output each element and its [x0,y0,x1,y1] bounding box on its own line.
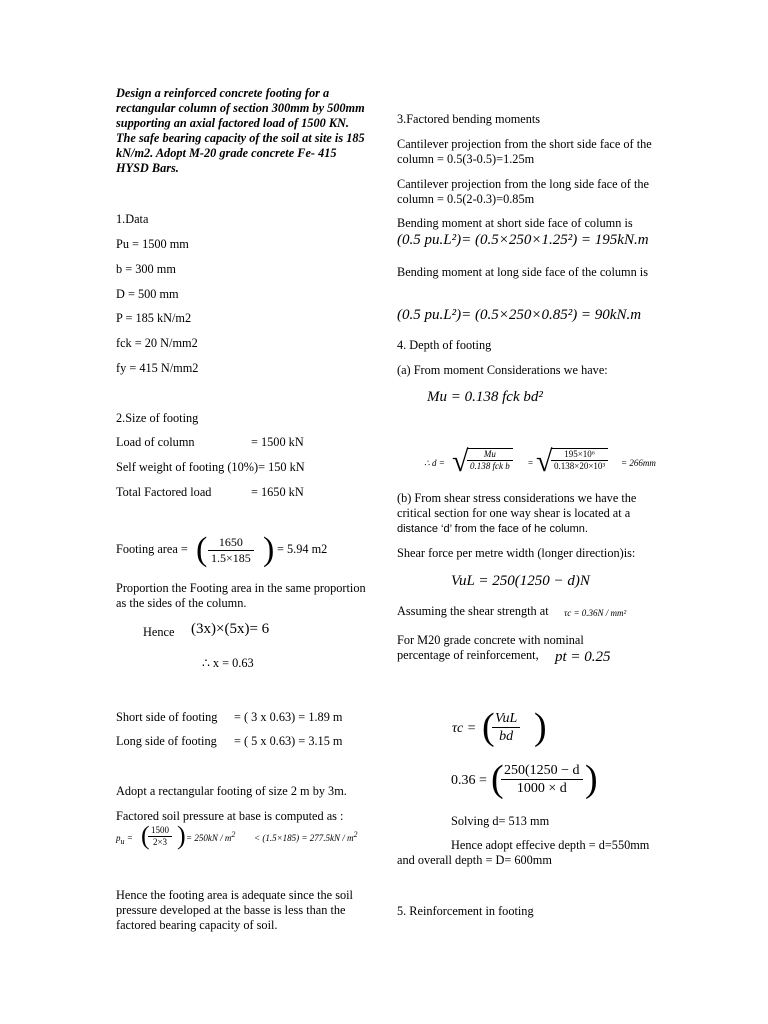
bm-short-label: Bending moment at short side face of column is [397,216,633,230]
d-result: = 266mm [621,458,656,468]
proportion-text: Proportion the Footing area in the same proportion as the sides of the column. [116,581,366,610]
depth-heading: 4. Depth of footing [397,338,492,352]
moment-considerations: (a) From moment Considerations we have: [397,363,608,377]
shear-considerations-2: distance ‘d’ from the face of he column. [397,523,588,535]
load-column-value: = 1500 kN [251,435,304,449]
eq036-right-paren: ) [585,758,598,800]
sqrt-sign-1: √ [452,445,469,478]
footing-area-fraction [208,535,254,566]
data-heading: 1.Data [116,212,149,226]
conclusion-text: Hence the footing area is adequate since the soil pressure developed at the basse is less than the factored bearing capacity of soil. [116,888,353,932]
pu-right-paren: ) [177,821,186,850]
d-fraction-1 [467,448,513,472]
bm-long-equation: (0.5 pu.L²)= (0.5×250×0.85²) = 90kN.m [397,307,642,323]
pt-equation: pt = 0.25 [555,649,611,665]
solving-text: Solving d= 513 mm [451,814,550,828]
m20-text: For M20 grade concrete with nominal percentage of reinforcement, [397,633,584,662]
pu-comparison: < $(1.5\times 185) = 277.5kN / m^2$ [254,830,358,843]
d-equation [424,446,664,482]
vul-equation: VuL = 250(1250 − d)N [451,573,590,589]
footing-area-equation [116,533,366,569]
tau-right-paren: ) [534,706,547,748]
size-heading: 2.Size of footing [116,411,199,425]
tau-left-paren: ( [482,706,495,748]
self-weight: Self weight of footing (10%)= 150 kN [116,460,305,474]
long-side-label: Long side of footing [116,734,217,748]
eq036-fraction [501,762,583,797]
d-therefore: ∴ d = [424,458,445,468]
total-load-value: = 1650 kN [251,485,304,499]
footing-area-numerator: 1650 [208,535,254,551]
d-numerator-2: 195×10⁶ [551,449,608,461]
problem-statement: Design a reinforced concrete footing for a rectangular column of section 300mm by 500mm supporting an axial factored load of 1500 KN. The safe bearing capacity of the soil at site is 185 kN/m2. Adopt M-20 grade concrete Fe- 415 HYSD Bars. [116,86,365,175]
load-column-label: Load of column [116,435,195,449]
pu-numerator: 1500 [148,825,172,837]
bm-heading: 3.Factored bending moments [397,112,541,126]
pu-fraction [148,825,172,848]
soil-pressure-equation [116,823,366,853]
cantilever-short: Cantilever projection from the short side face of the column = 0.5(3-0.5)=1.25m [397,137,652,166]
pu-left-paren: ( [141,821,150,850]
total-load-label: Total Factored load [116,485,212,499]
data-pu: Pu = 1500 mm [116,237,189,251]
eq036-left-paren: ( [491,758,504,800]
bm-short-equation: (0.5 pu.L²)= (0.5×250×1.25²) = 195kN.m [397,232,649,248]
x-equation: ∴ x = 0.63 [202,656,254,670]
assuming-label: Assuming the shear strength at [397,604,549,618]
footing-area-result: = 5.94 m2 [277,542,328,556]
hence-label: Hence [143,625,175,639]
d-denominator-1: 0.138 fck b [470,461,510,471]
short-side-label: Short side of footing [116,710,218,724]
adopt-footing: Adopt a rectangular footing of size 2 m by 3m. [116,784,347,798]
eq036-denominator: 1000 × d [516,781,567,796]
eq036-lhs: 0.36 = [451,773,487,788]
shear-force-label: Shear force per metre width (longer direction)is: [397,546,636,560]
sqrt-sign-2: √ [536,445,553,478]
cantilever-long: Cantilever projection from the long side face of the column = 0.5(2-0.3)=0.85m [397,177,649,206]
hence-equation: (3x)×(5x)= 6 [191,621,270,637]
shear-considerations: (b) From shear stress considerations we have the critical section for one way shear is located at a [397,491,637,520]
pu-denominator: 2×3 [152,837,168,847]
data-D: D = 500 mm [116,287,179,301]
bm-long-label: Bending moment at long side face of the column is [397,265,649,279]
eq036 [451,758,611,802]
short-side-value: = ( 3 x 0.63) = 1.89 m [234,710,343,724]
tau-c-fraction [492,710,520,745]
tau-equation: τc = 0.36N / mm² [564,608,627,618]
pu-symbol: $p_u$ = [116,833,133,846]
tau-c-denominator: bd [499,729,514,744]
reinforcement-heading: 5. Reinforcement in footing [397,904,534,918]
data-fy: fy = 415 N/mm2 [116,361,199,375]
footing-area-label: Footing area = [116,542,188,556]
right-paren: ) [263,531,275,568]
data-fck: fck = 20 N/mm2 [116,336,198,350]
tau-c-lhs: τc = [452,721,477,736]
d-equals: = [528,458,534,468]
footing-area-denominator: 1.5×185 [211,551,251,565]
data-P: P = 185 kN/m2 [116,311,192,325]
data-b: b = 300 mm [116,262,176,276]
tau-c-equation [452,708,572,748]
pu-result: = $250kN / m^2$ [186,830,236,843]
d-numerator-1: Mu [467,449,513,461]
adopt-depth-text: Hence adopt effecive depth = d=550mm and overall depth = D= 600mm [397,838,650,867]
eq036-numerator: 250(1250 − d [501,762,583,780]
soil-pressure-label: Factored soil pressure at base is computed as : [116,809,344,823]
mu-equation: Mu = 0.138 fck bd² [427,389,543,405]
d-denominator-2: 0.138×20×10³ [554,461,606,471]
tau-c-numerator: VuL [492,710,520,728]
left-paren: ( [196,531,208,568]
d-fraction-2 [551,448,608,472]
long-side-value: = ( 5 x 0.63) = 3.15 m [234,734,343,748]
